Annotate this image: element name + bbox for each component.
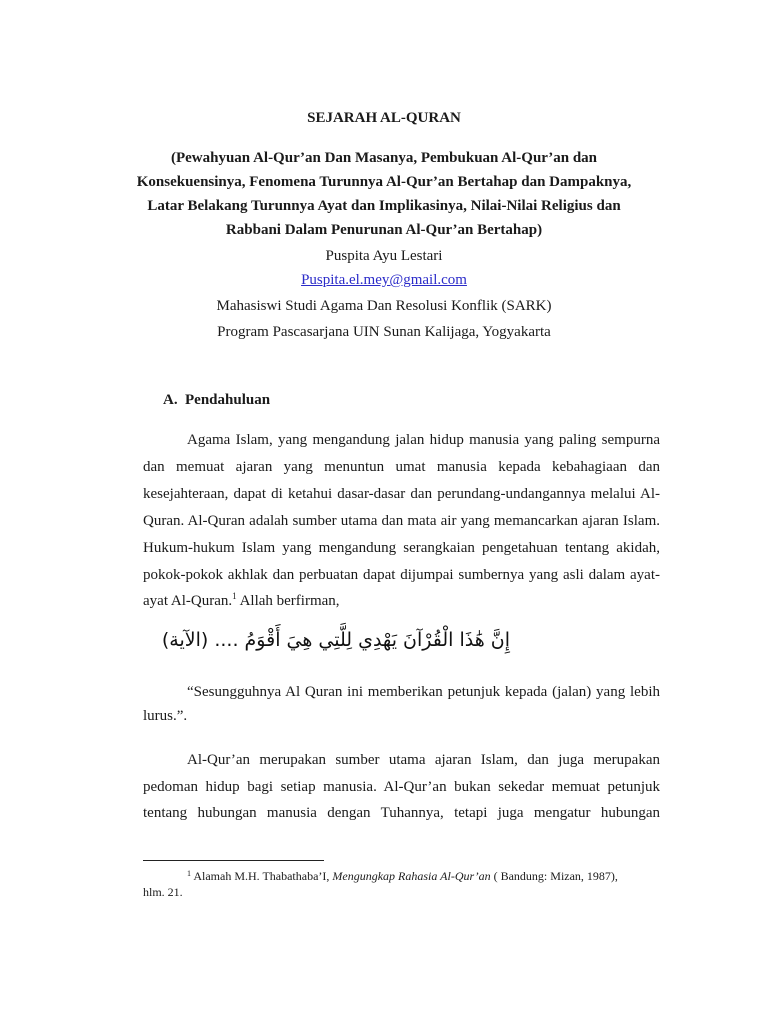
footnote-marker: 1 bbox=[187, 869, 191, 878]
subtitle-line-3: Latar Belakang Turunnya Ayat dan Implikasinya, Nilai-Nilai Religius dan bbox=[147, 198, 621, 214]
section-title: Pendahuluan bbox=[185, 392, 271, 408]
paragraph-1-line-4: Quran. Al-Quran adalah sumber utama dan mata air yang memancarkan ajaran Islam. bbox=[143, 513, 660, 529]
subtitle-line-2: Konsekuensinya, Fenomena Turunnya Al-Qur’an Bertahap dan Dampaknya, bbox=[136, 174, 632, 190]
paragraph-1-line-6: pokok-pokok akhlak dan perbuatan dapat dijumpai sumbernya yang asli dalam ayat- bbox=[143, 567, 660, 583]
footnote-reference-1[interactable]: 1 bbox=[232, 591, 237, 601]
author-name: Puspita Ayu Lestari bbox=[325, 248, 443, 264]
translation-line-1: “Sesungguhnya Al Quran ini memberikan petunjuk kepada (jalan) yang lebih bbox=[187, 684, 660, 700]
translation-line-2: lurus.”. bbox=[143, 708, 188, 724]
paragraph-1-line-1: Agama Islam, yang mengandung jalan hidup manusia yang paling sempurna bbox=[187, 432, 660, 448]
footnote-author: Alamah M.H. Thabathaba’I, bbox=[191, 869, 333, 883]
paragraph-2-line-2: pedoman hidup bagi setiap manusia. Al-Qur’an bukan sekedar memuat petunjuk bbox=[143, 779, 660, 795]
section-heading bbox=[163, 391, 270, 409]
paragraph-1-line-5: Hukum-hukum Islam yang mengandung serangkaian pengetahuan tentang akidah, bbox=[143, 540, 660, 556]
subtitle-line-1: (Pewahyuan Al-Qur’an Dan Masanya, Pembukuan Al-Qur’an dan bbox=[170, 150, 598, 166]
paragraph-1-last-text: ayat Al-Quran. bbox=[143, 593, 233, 609]
footnote-publication: ( Bandung: Mizan, 1987), bbox=[490, 869, 618, 883]
document-title: SEJARAH AL-QURAN bbox=[307, 110, 461, 126]
paragraph-1-line-2: dan memuat ajaran yang menuntun umat manusia kepada kebahagiaan dan bbox=[143, 459, 660, 475]
footnote-1 bbox=[187, 869, 618, 883]
paragraph-1-line-7 bbox=[143, 592, 660, 610]
footnote-book-title: Mengungkap Rahasia Al-Qur’an bbox=[332, 869, 491, 883]
author-affiliation: Mahasiswi Studi Agama Dan Resolusi Konflik (SARK) bbox=[216, 298, 552, 314]
paragraph-2-line-1: Al-Qur’an merupakan sumber utama ajaran Islam, dan juga merupakan bbox=[187, 752, 660, 768]
footnote-1-continuation: hlm. 21. bbox=[143, 885, 183, 899]
paragraph-2-line-3: tentang hubungan manusia dengan Tuhannya, tetapi juga mengatur hubungan bbox=[143, 805, 660, 821]
paragraph-1-last-text-after: Allah berfirman, bbox=[236, 593, 340, 609]
section-number: A. bbox=[163, 392, 178, 408]
arabic-verse: إِنَّ هَٰذَا الْقُرْآنَ يَهْدِي لِلَّتِي هِيَ أَقْوَمُ .... (الآية) bbox=[161, 629, 510, 651]
paragraph-1-line-3: kesejahteraan, dapat di ketahui dasar-dasar dan perundang-undangannya melalui Al- bbox=[143, 486, 660, 502]
author-institution: Program Pascasarjana UIN Sunan Kalijaga, Yogyakarta bbox=[217, 324, 551, 340]
subtitle-line-4: Rabbani Dalam Penurunan Al-Qur’an Bertahap) bbox=[225, 222, 543, 238]
author-email-link[interactable]: Puspita.el.mey@gmail.com bbox=[301, 272, 467, 288]
footnote-separator bbox=[143, 860, 324, 861]
